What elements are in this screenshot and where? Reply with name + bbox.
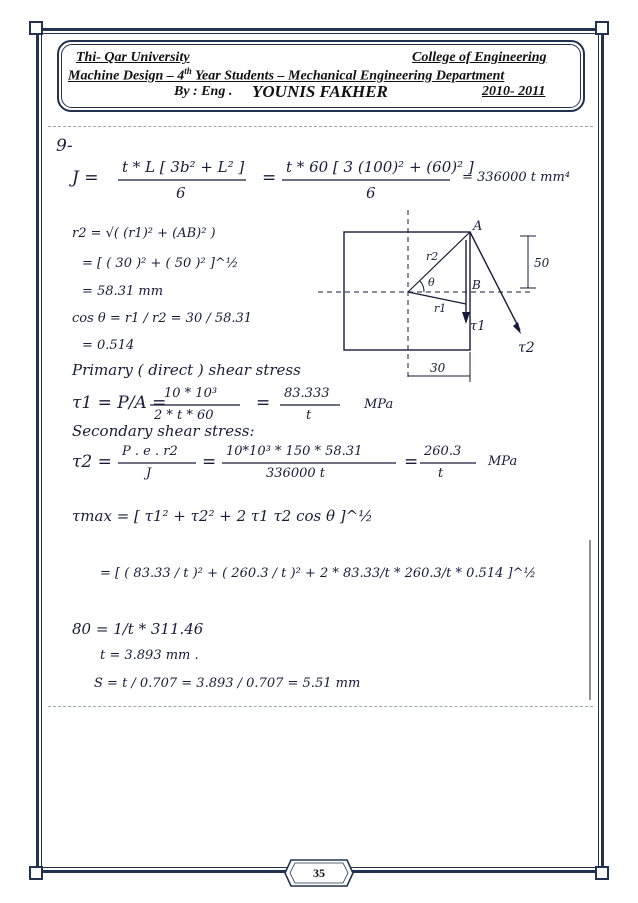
header-year: 2010- 2011 (482, 84, 546, 99)
J-result: = 336000 t mm⁴ (462, 170, 571, 185)
label-theta: θ (428, 276, 435, 289)
header-university: Thi- Qar University (76, 50, 190, 65)
label-A: A (473, 219, 483, 234)
tau2-numerator-substituted: 10*10³ * 150 * 58.31 (226, 444, 363, 459)
r2-definition: r2 = √( (r1)² + (AB)² ) (72, 226, 216, 241)
tau2-numerator: P . e . r2 (122, 444, 178, 459)
equation-80: 80 = 1/t * 311.46 (72, 620, 204, 638)
cos-theta-definition: cos θ = r1 / r2 = 30 / 58.31 (72, 311, 253, 326)
page-number: 35 (313, 865, 325, 880)
label-B: B (472, 278, 481, 292)
tau2-lhs: τ2 = (72, 452, 112, 472)
tau2-denominator: J (146, 466, 152, 481)
label-dim-50: 50 (534, 256, 550, 270)
J-equals: = (262, 168, 277, 188)
header-college: College of Engineering (412, 50, 547, 65)
r2-value: = 58.31 mm (82, 284, 164, 299)
tau2-numerator-result: 260.3 (424, 444, 462, 459)
J-denominator-substituted: 6 (366, 184, 376, 202)
leg-size-value: S = t / 0.707 = 3.893 / 0.707 = 5.51 mm (94, 676, 361, 691)
tau1-numerator-result: 83.333 (284, 386, 330, 401)
label-r2: r2 (426, 250, 439, 263)
secondary-shear-heading: Secondary shear stress: (72, 422, 255, 440)
tau1-equals: = (256, 393, 271, 413)
label-tau1: τ1 (470, 319, 486, 334)
J-lhs: J = (72, 168, 99, 188)
label-r1: r1 (434, 302, 447, 315)
tau2-equals-2: = (404, 452, 419, 472)
header-course-sup: th (184, 66, 192, 76)
tau1-denominator: 2 * t * 60 (154, 408, 214, 423)
header-course-suffix: Year Students – Mechanical Engineering Department (191, 68, 505, 84)
page-number-badge (283, 858, 355, 888)
J-numerator: t * L [ 3b² + L² ] (122, 158, 245, 176)
r2-line (408, 232, 470, 292)
tau2-unit: MPa (488, 454, 518, 469)
tau2-equals: = (202, 452, 217, 472)
tau1-unit: MPa (364, 397, 394, 412)
thickness-value: t = 3.893 mm . (100, 648, 199, 663)
header-by: By : Eng . (174, 84, 233, 99)
tau1-denominator-result: t (306, 408, 312, 423)
header-author: YOUNIS FAKHER (252, 82, 388, 101)
tau2-denominator-result: t (438, 466, 444, 481)
problem-number: 9- (56, 136, 73, 156)
tau1-arrowhead (462, 312, 470, 324)
label-dim-30: 30 (430, 361, 446, 375)
tau2-denominator-substituted: 336000 t (266, 466, 325, 481)
r2-substitution: = [ ( 30 )² + ( 50 )² ]^½ (82, 256, 239, 271)
theta-arc (420, 281, 424, 292)
primary-shear-heading: Primary ( direct ) shear stress (72, 361, 301, 379)
tau2-arrowhead (513, 322, 521, 334)
tau1-lhs: τ1 = P/A = (72, 393, 167, 413)
label-tau2: τ2 (518, 340, 535, 356)
header-course-prefix: Machine Design – 4 (68, 68, 185, 84)
J-denominator: 6 (176, 184, 186, 202)
tau-max-definition: τmax = [ τ1² + τ2² + 2 τ1 τ2 cos θ ]^½ (72, 507, 373, 525)
tau1-numerator: 10 * 10³ (164, 386, 218, 401)
cos-theta-value: = 0.514 (82, 338, 135, 353)
tau-max-substitution: = [ ( 83.33 / t )² + ( 260.3 / t )² + 2 * 83.33/t * 260.3/t * 0.514 ]^½ (100, 566, 537, 581)
J-numerator-substituted: t * 60 [ 3 (100)² + (60)² ] (286, 158, 474, 176)
